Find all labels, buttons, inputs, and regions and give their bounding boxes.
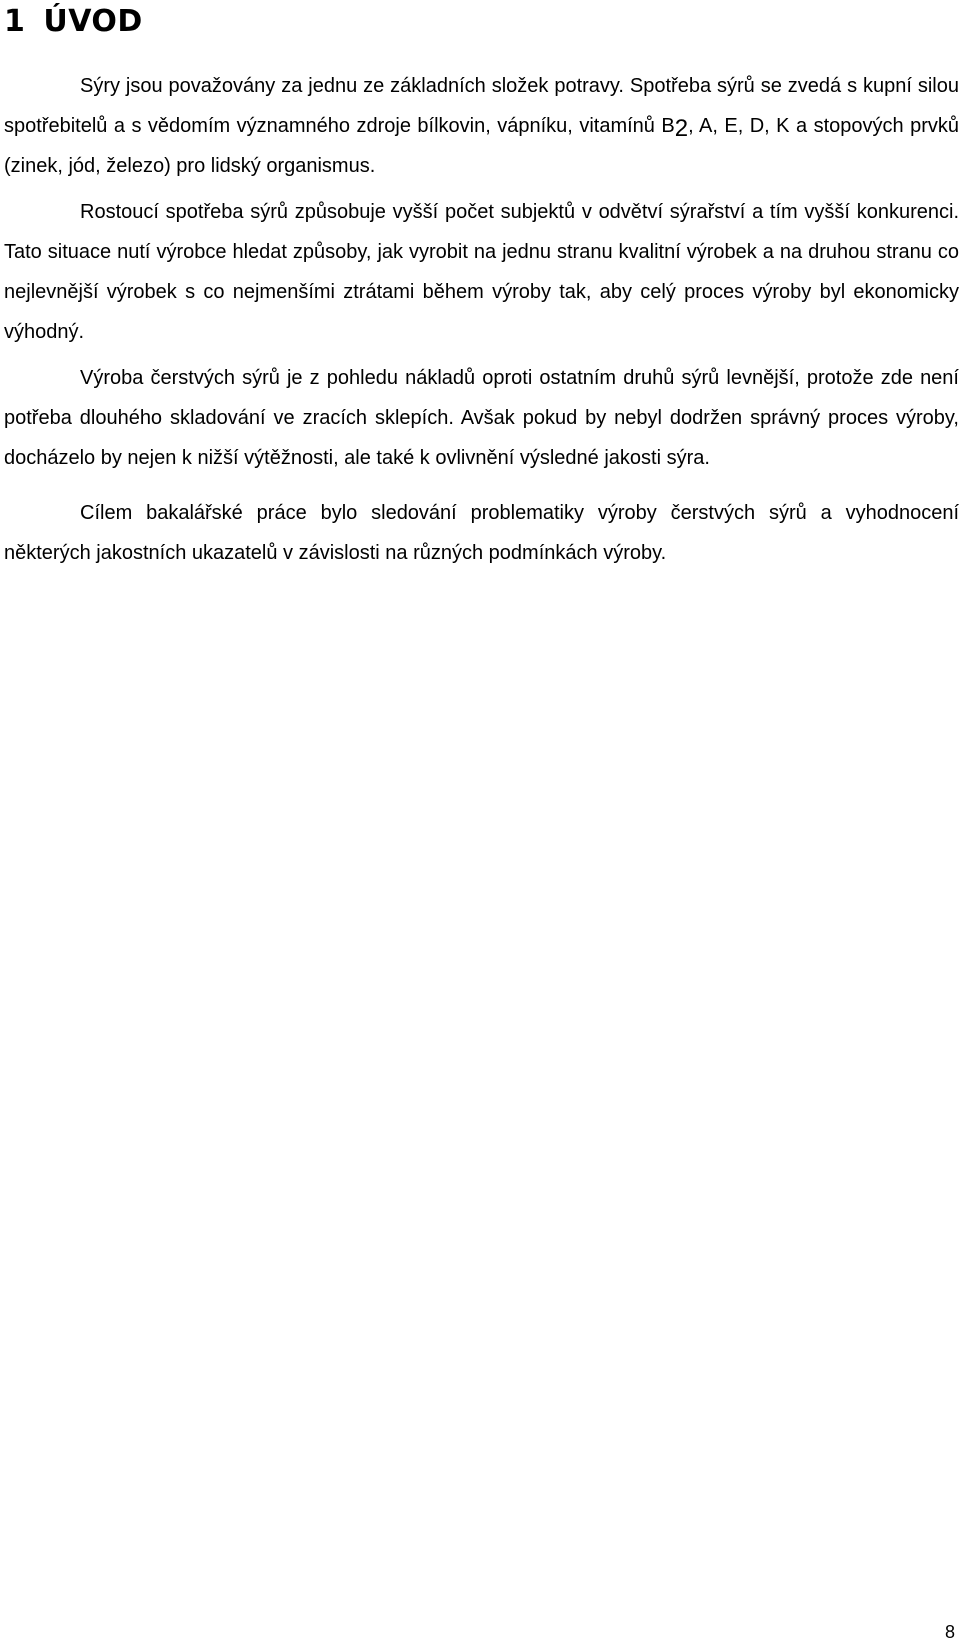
paragraph-intro-text-cont: , A, E, D, K a stopových prvků (zinek, jód, železo) pro lidský organismus. bbox=[4, 115, 959, 177]
chapter-number: 1 bbox=[4, 4, 26, 39]
paragraph-aim: Cílem bakalářské práce bylo sledování problematiky výroby čerstvých sýrů a vyhodnocení některých jakostních ukazatelů v závislosti na různých podmínkách výroby. bbox=[4, 502, 959, 564]
paragraph-competition: Rostoucí spotřeba sýrů způsobuje vyšší počet subjektů v odvětví sýrařství a tím vyšší konkurenci. Tato situace nutí výrobce hledat způsoby, jak vyrobit na jednu stranu kvalitní výrobek a na druhou stranu co nejlevnější výrobek s co nejmenšími ztrátami během výroby tak, aby celý proces výroby byl ekonomicky výhodný. bbox=[4, 201, 959, 343]
body-text bbox=[4, 66, 959, 588]
chapter-title: ÚVOD bbox=[43, 4, 143, 39]
paragraph-intro bbox=[4, 66, 959, 186]
paragraph-fresh-cheese: Výroba čerstvých sýrů je z pohledu nákladů oproti ostatním druhů sýrů levnější, protože zde není potřeba dlouhého skladování ve zracích sklepích. Avšak pokud by nebyl dodržen správný proces výroby, docházelo by nejen k nižší výtěžnosti, ale také k ovlivnění výsledné jakosti sýra. bbox=[4, 367, 959, 469]
page-number: 8 bbox=[944, 1622, 955, 1642]
paragraph-intro-text: Sýry jsou považovány za jednu ze základních složek potravy. Spotřeba sýrů se zvedá s kupní silou spotřebitelů a s vědomím významného zdroje bílkovin, vápníku, vitamínů B bbox=[4, 75, 959, 137]
chapter-heading bbox=[4, 0, 143, 44]
subscript-2: 2 bbox=[674, 115, 689, 142]
